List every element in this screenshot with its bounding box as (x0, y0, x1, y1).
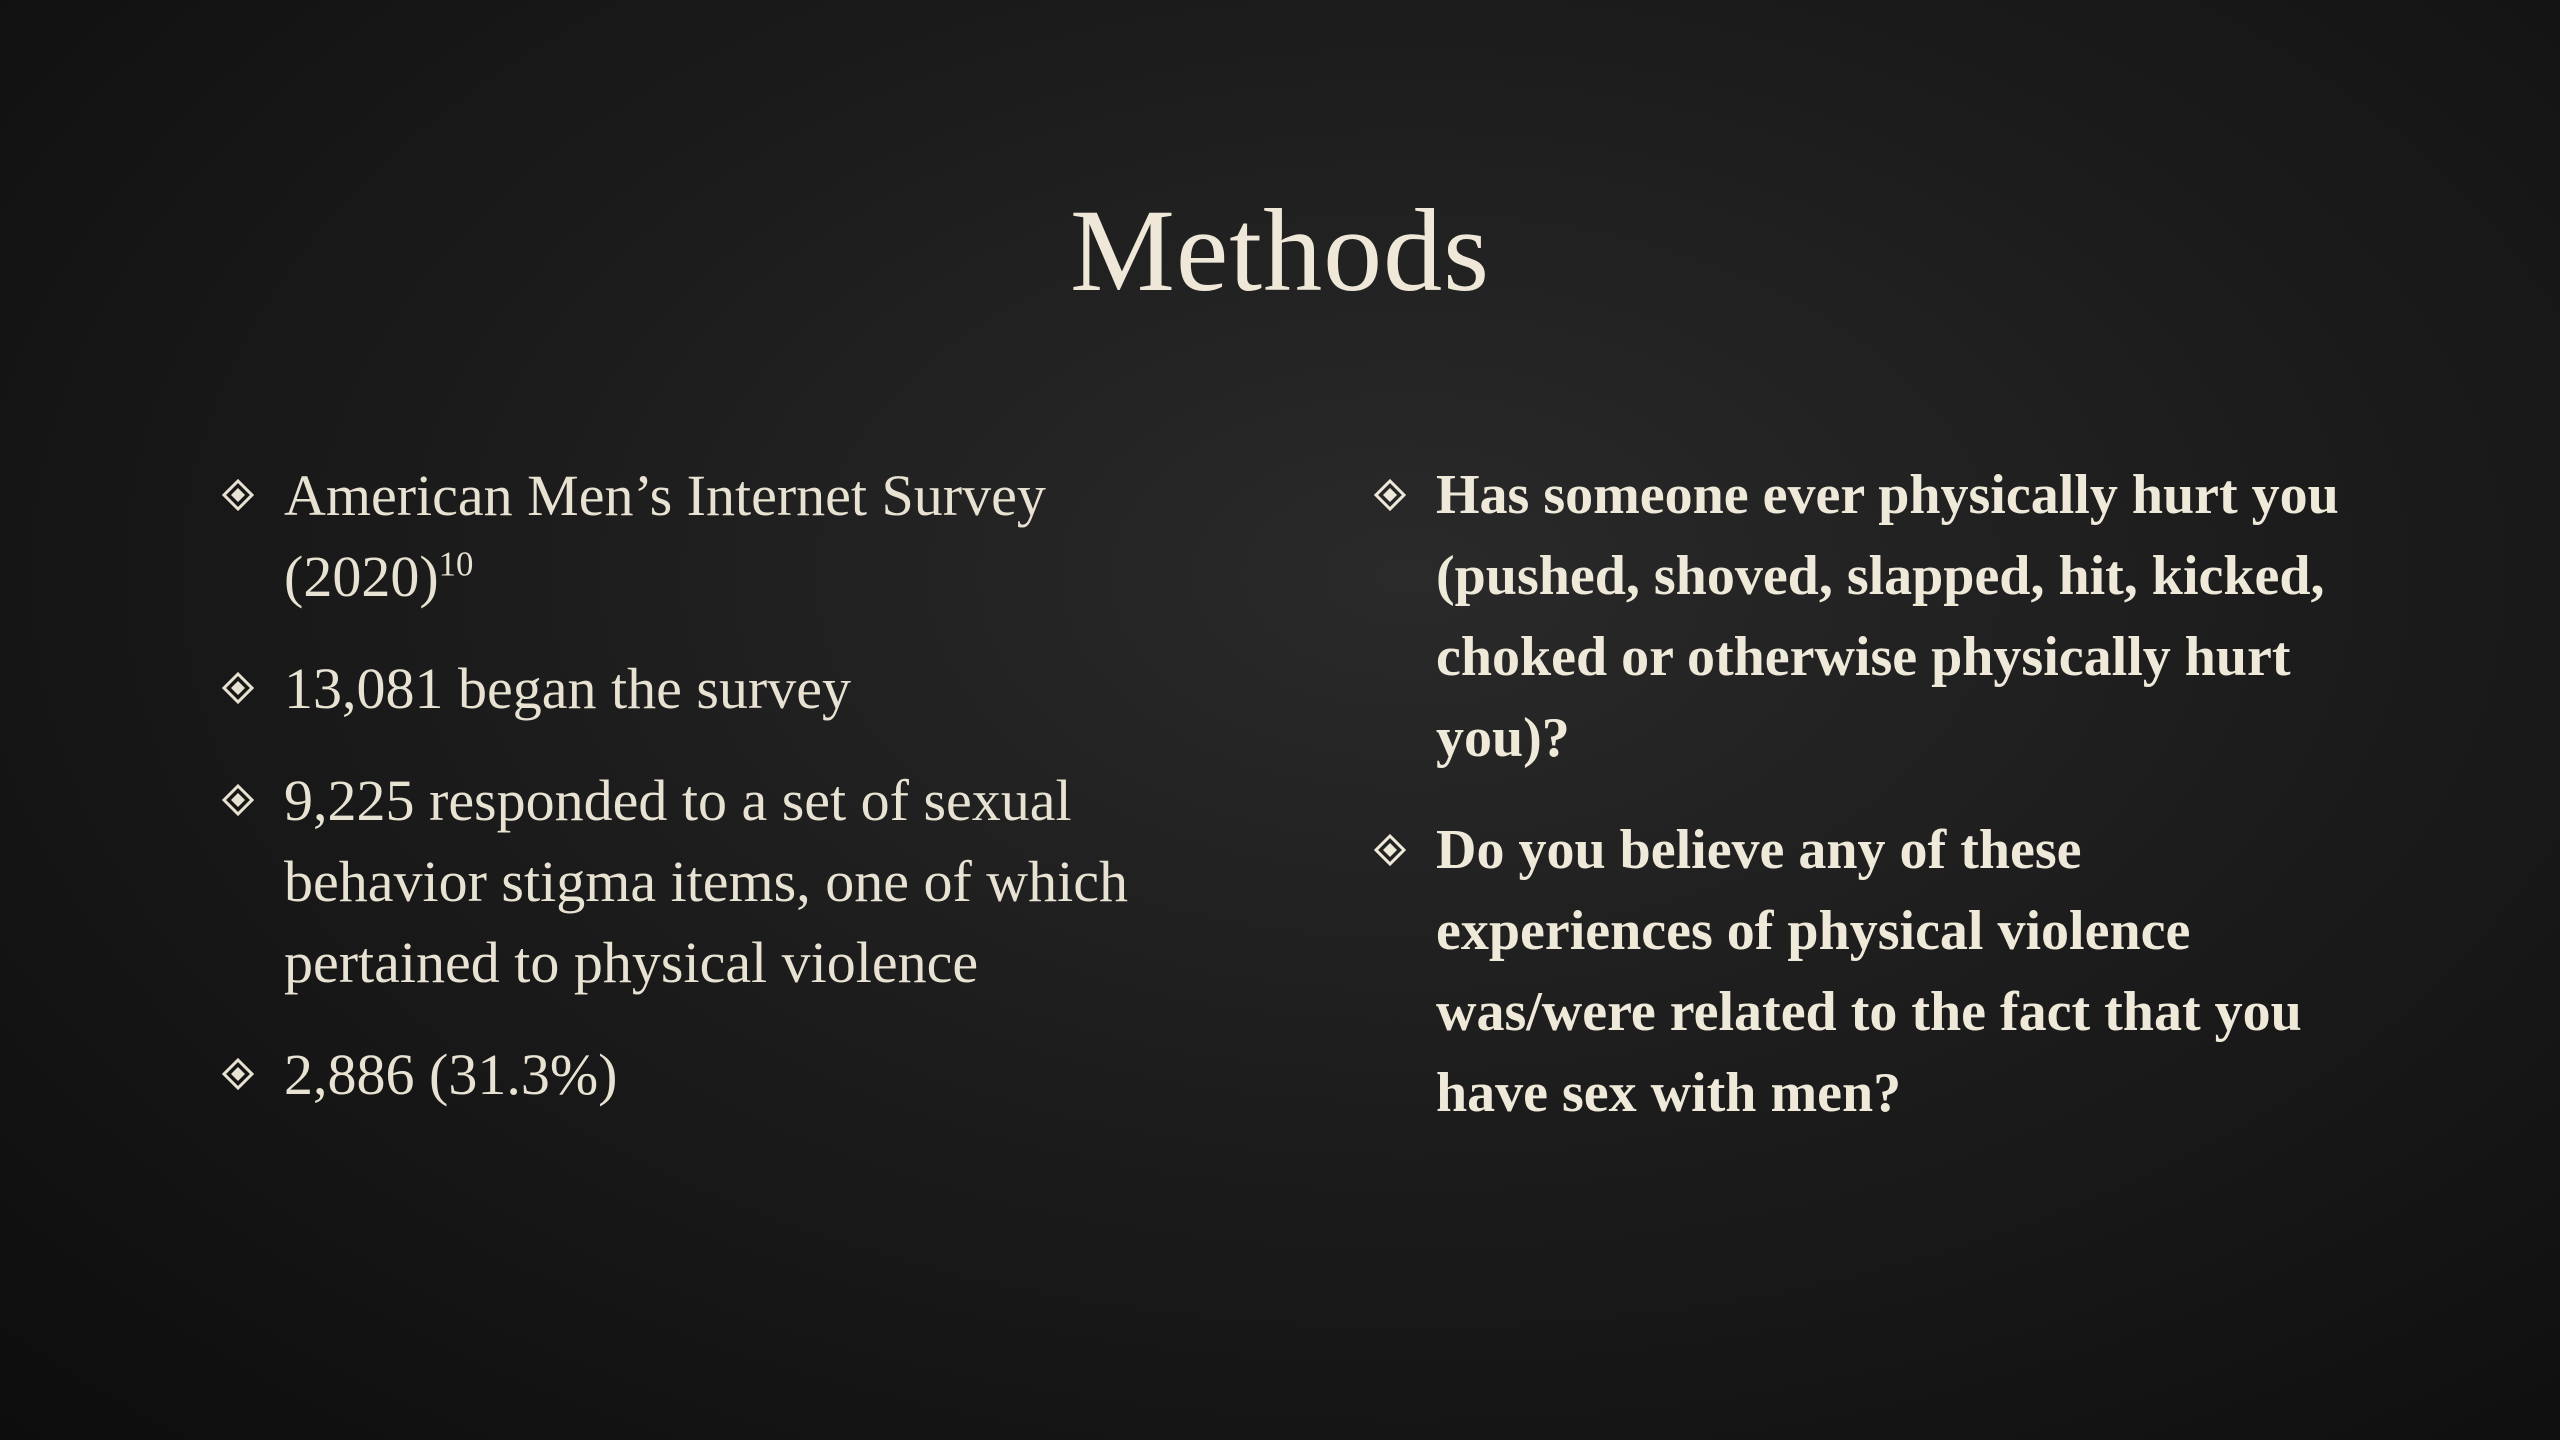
bullet-item (220, 1034, 1220, 1115)
diamond-bullet-icon (1374, 479, 1406, 511)
bullet-text: American Men’s Internet Survey (2020) (284, 463, 1046, 609)
diamond-bullet-icon (222, 784, 254, 816)
bullet-text: 2,886 (31.3%) (284, 1042, 618, 1107)
bullet-item (1372, 455, 2372, 779)
bullet-text: 9,225 responded to a set of sexual behavior stigma items, one of which pertained to physical violence (284, 768, 1129, 995)
bullet-text: Has someone ever physically hurt you (pushed, shoved, slapped, hit, kicked, choked or otherwise physically hurt you)? (1436, 464, 2339, 769)
diamond-bullet-icon (222, 672, 254, 704)
bullet-item (220, 648, 1220, 729)
bullet-text: 13,081 began the survey (284, 656, 851, 721)
bullet-item (220, 760, 1220, 1003)
bullet-text: Do you believe any of these experiences of physical violence was/were related to the fact that you have sex with men? (1436, 819, 2302, 1124)
bullet-item (1372, 810, 2372, 1134)
diamond-bullet-icon (1374, 834, 1406, 866)
slide-title: Methods (1070, 185, 1490, 316)
citation-superscript: 10 (438, 544, 474, 584)
left-column (220, 455, 1220, 1146)
right-column (1372, 455, 2372, 1165)
bullet-item (220, 455, 1220, 617)
diamond-bullet-icon (222, 479, 254, 511)
diamond-bullet-icon (222, 1058, 254, 1090)
